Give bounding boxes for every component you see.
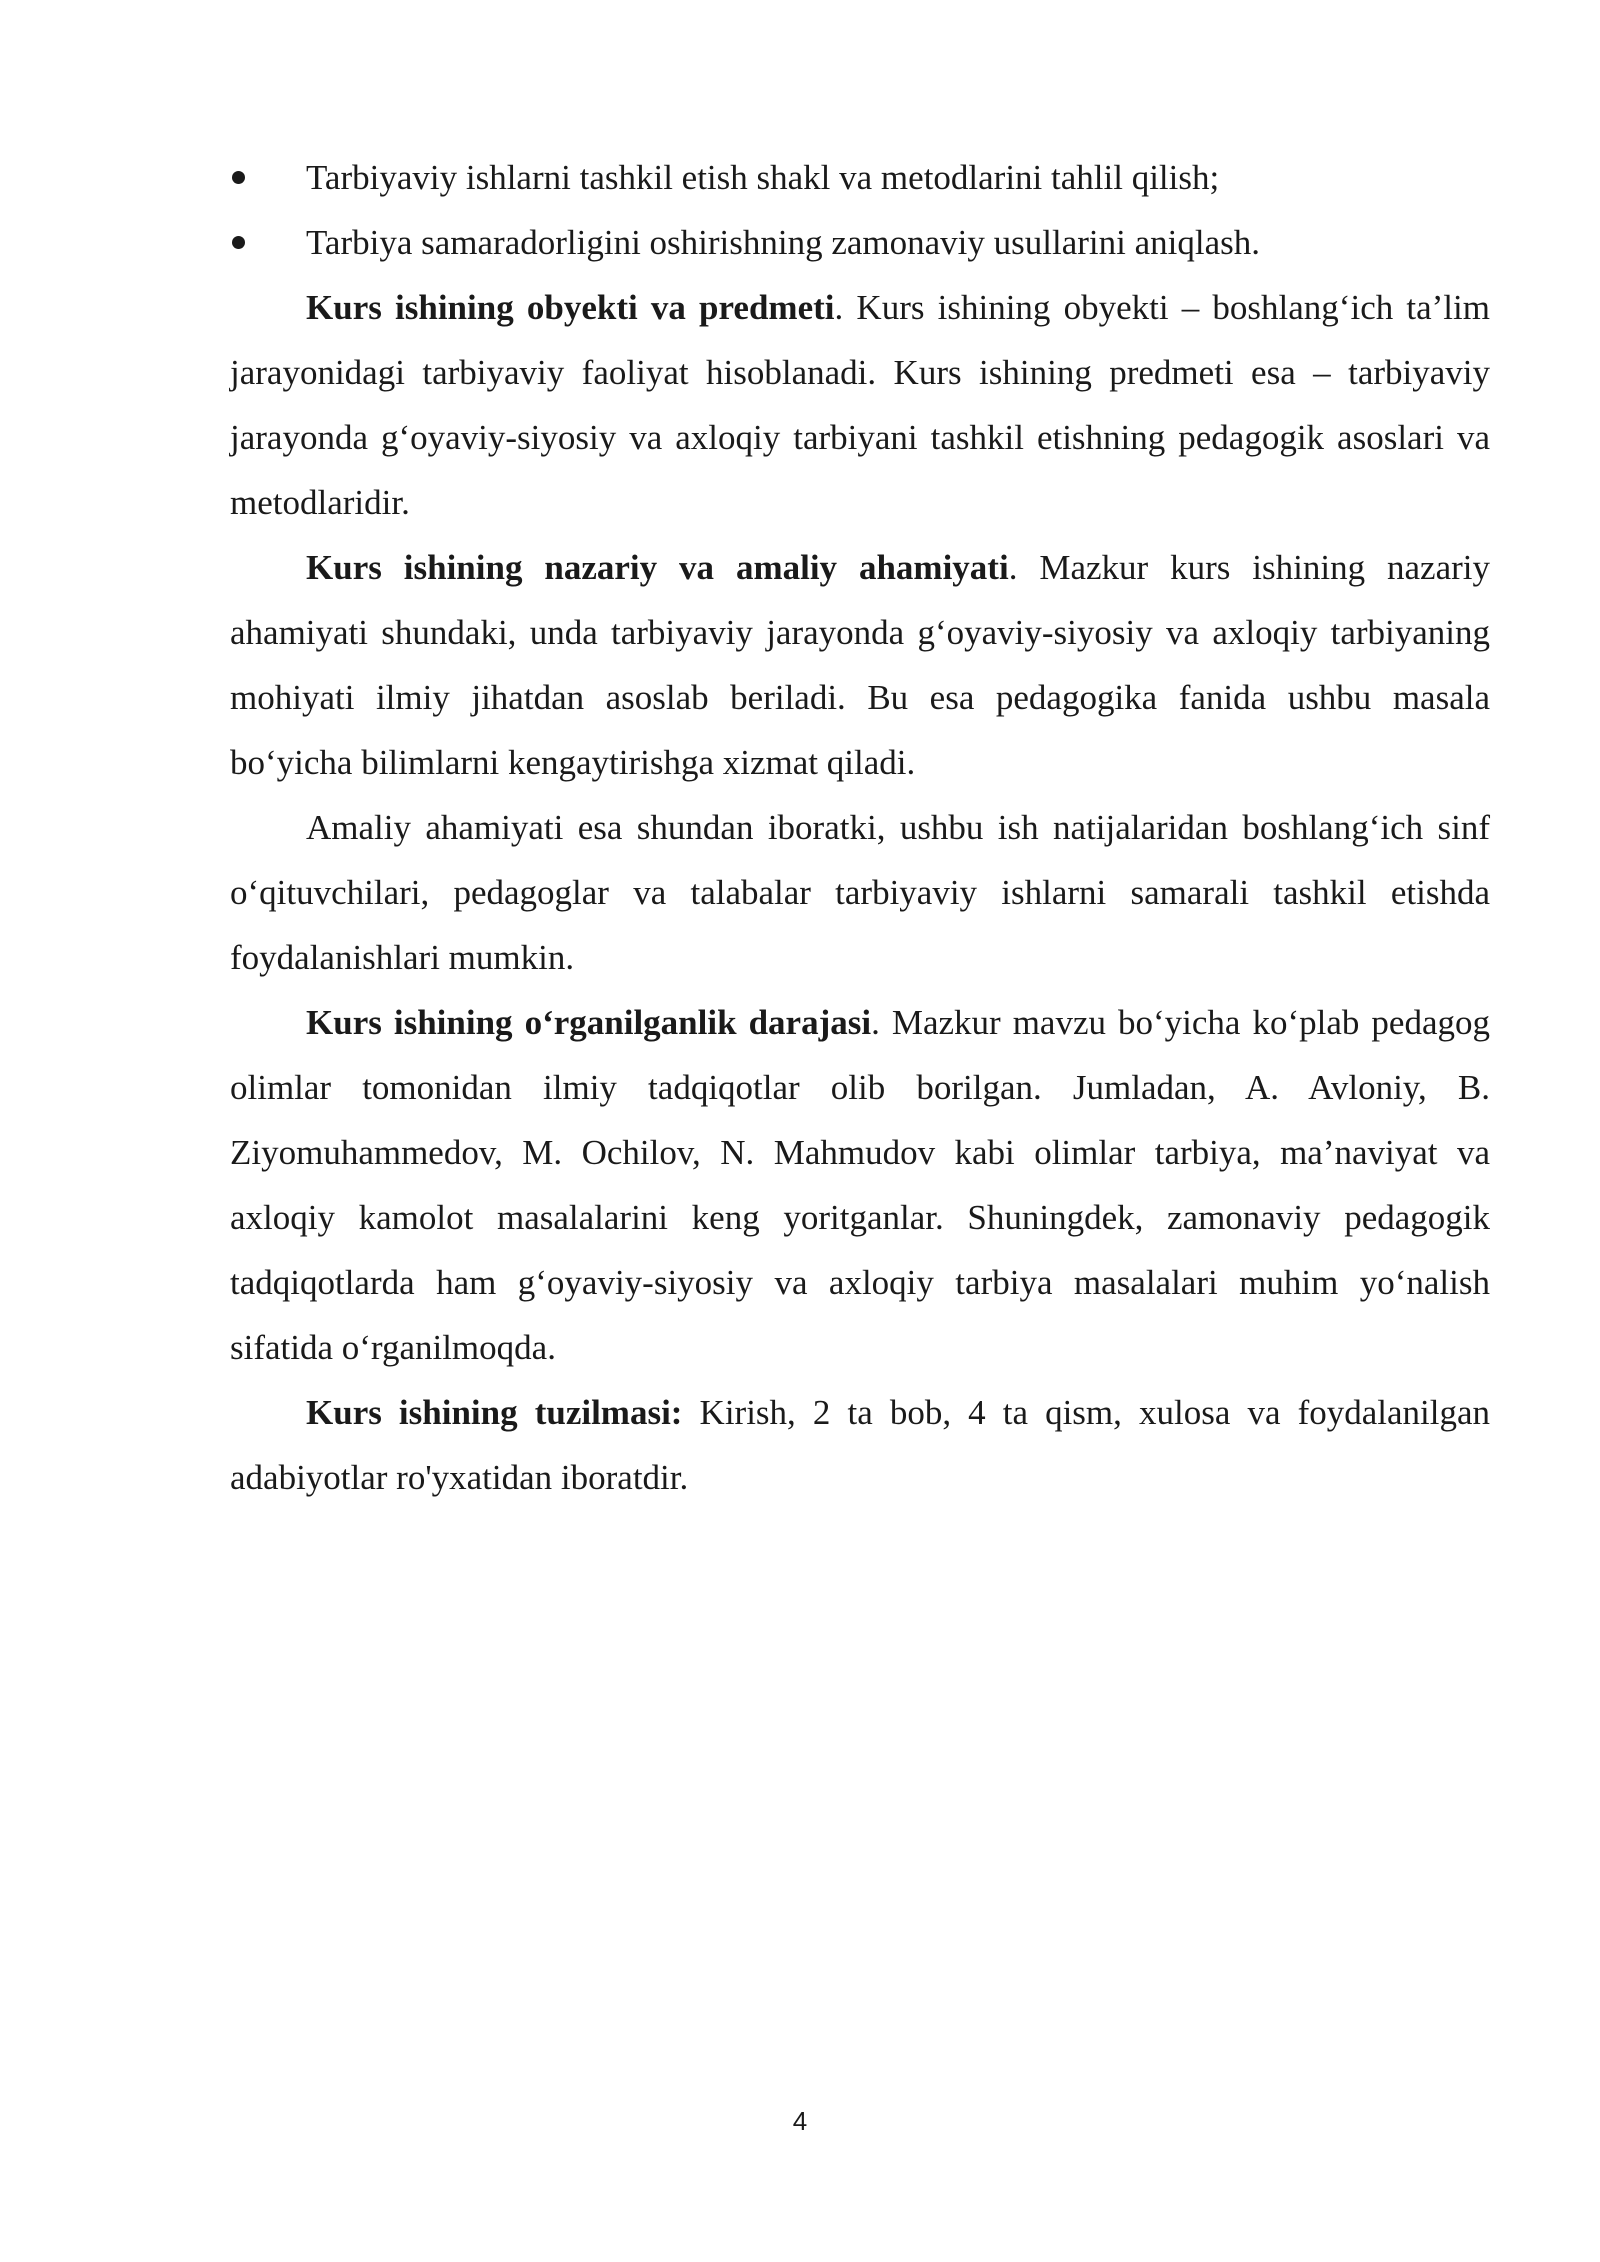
list-item [230, 210, 1490, 275]
structure-paragraph [230, 1380, 1490, 1510]
structure-text: Kirish, 2 ta bob, 4 ta qism, xulosa va foydalanilgan adabiyotlar ro'yxatidan iboratdir. [230, 1393, 1490, 1497]
significance-paragraph [230, 535, 1490, 795]
list-item [230, 145, 1490, 210]
document-page [230, 145, 1490, 1510]
practical-paragraph [230, 795, 1490, 990]
study-level-heading: Kurs ishining o‘rganilganlik darajasi [306, 1003, 872, 1042]
bullet-icon [232, 171, 245, 184]
practical-text: Amaliy ahamiyati esa shundan iboratki, ushbu ish natijalaridan boshlang‘ich sinf o‘qituvchilari, pedagoglar va talabalar tarbiyaviy ishlarni samarali tashkil etishda foydalanishlari mumkin. [230, 808, 1490, 977]
bullet-icon [232, 236, 245, 249]
list-item-text: Tarbiya samaradorligini oshirishning zamonaviy usullarini aniqlash. [306, 223, 1261, 262]
page-number: 4 [792, 2106, 808, 2136]
study-level-text: . Mazkur mavzu bo‘yicha ko‘plab pedagog olimlar tomonidan ilmiy tadqiqotlar olib borilgan. Jumladan, A. Avloniy, B. Ziyomuhammedov, M. Ochilov, N. Mahmudov kabi olimlar tarbiya, ma’naviyat va axloqiy kamolot masalalarini keng yoritganlar. Shuningdek, zamonaviy pedagogik tadqiqotlarda ham g‘oyaviy-siyosiy va axloqiy tarbiya masalalari muhim yo‘nalish sifatida o‘rganilmoqda. [230, 1003, 1490, 1367]
object-paragraph [230, 275, 1490, 535]
object-subject-text: Kurs ishining predmeti esa – tarbiyaviy jarayonda g‘oyaviy-siyosiy va axloqiy tarbiyani tashkil etishning pedagogik asoslari va metodlaridir. [230, 353, 1490, 522]
object-text: . Kurs ishining obyekti – boshlang‘ich ta’lim jarayonidagi tarbiyaviy faoliyat hisoblanadi. [230, 288, 1490, 392]
study-level-paragraph [230, 990, 1490, 1380]
significance-text: . Mazkur kurs ishining nazariy ahamiyati shundaki, unda tarbiyaviy jarayonda g‘oyaviy-siyosiy va axloqiy tarbiyaning mohiyati ilmiy jihatdan asoslab beriladi. Bu esa pedagogika fanida ushbu masala bo‘yicha bilimlarni kengaytirishga xizmat qiladi. [230, 548, 1490, 782]
significance-heading: Kurs ishining nazariy va amaliy ahamiyati [306, 548, 1009, 587]
objectives-list [230, 145, 1490, 275]
structure-heading: Kurs ishining tuzilmasi: [306, 1393, 683, 1432]
object-heading: Kurs ishining obyekti va predmeti [306, 288, 835, 327]
list-item-text: Tarbiyaviy ishlarni tashkil etish shakl va metodlarini tahlil qilish; [306, 158, 1220, 197]
